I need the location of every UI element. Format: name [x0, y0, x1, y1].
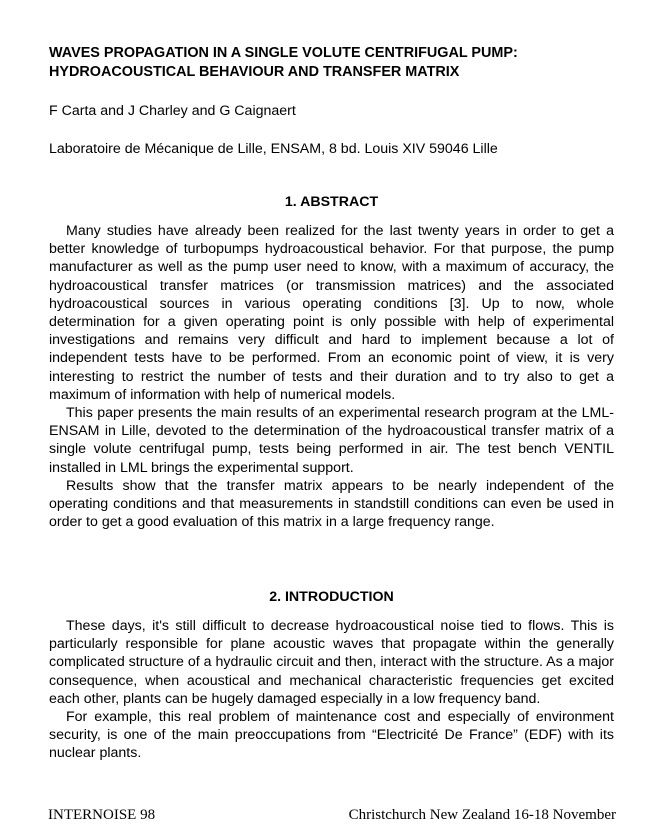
- title-line-1: WAVES PROPAGATION IN A SINGLE VOLUTE CENTRIFUGAL PUMP:: [49, 45, 518, 61]
- abstract-paragraph-1: Many studies have already been realized for the last twenty years in order to get a better knowledge of turbopumps hydroacoustical behavior. For that purpose, the pump manufacturer as well as the pump user need to know, with a maximum of accuracy, the hydroacoustical transfer matrices (or transmission matrices) and the associated hydroacoustical sources in various operating conditions [3]. Up to now, whole determination for a given operating point is only possible with help of experimental investigations and remains very difficult and hard to implement because a lot of independent tests have to be performed. From an economic point of view, it is very interesting to restrict the number of tests and their duration and to try also to get a maximum of information with help of numerical models.: [49, 223, 614, 403]
- paper-title: [49, 44, 614, 82]
- affiliation: Laboratoire de Mécanique de Lille, ENSAM, 8 bd. Louis XIV 59046 Lille: [49, 141, 498, 157]
- abstract-paragraph-3: Results show that the transfer matrix appears to be nearly independent of the operating conditions and that measurements in standstill conditions can even be used in order to get a good evaluation of this matrix in a large frequency range.: [49, 477, 614, 531]
- introduction-paragraph-1: These days, it's still difficult to decrease hydroacoustical noise tied to flows. This is particularly responsible for plane acoustic waves that propagate within the generally complicated structure of a hydraulic circuit and then, interact with the structure. As a major consequence, when acoustical and mechanical characteristic frequencies get excited each other, plants can be hugely damaged especially in a low frequency band.: [49, 618, 614, 707]
- abstract-paragraph-2: This paper presents the main results of an experimental research program at the LML-ENSAM in Lille, devoted to the determination of the hydroacoustical transfer matrix of a single volute centrifugal pump, tests being performed in air. The test bench VENTIL installed in LML brings the experimental support.: [49, 405, 614, 476]
- authors: F Carta and J Charley and G Caignaert: [49, 103, 296, 119]
- introduction-paragraph-2: For example, this real problem of maintenance cost and especially of environment security, is one of the main preoccupations from “Electricité De France” (EDF) with its nuclear plants.: [49, 709, 614, 762]
- title-line-2: HYDROACOUSTICAL BEHAVIOUR AND TRANSFER MATRIX: [49, 64, 460, 80]
- abstract-body: [49, 222, 614, 531]
- abstract-heading: 1. ABSTRACT: [284, 194, 379, 210]
- footer-location-date: Christchurch New Zealand 16-18 November: [348, 807, 616, 823]
- introduction-heading: 2. INTRODUCTION: [269, 589, 394, 605]
- introduction-body: [49, 617, 614, 763]
- footer-conference: INTERNOISE 98: [48, 807, 156, 823]
